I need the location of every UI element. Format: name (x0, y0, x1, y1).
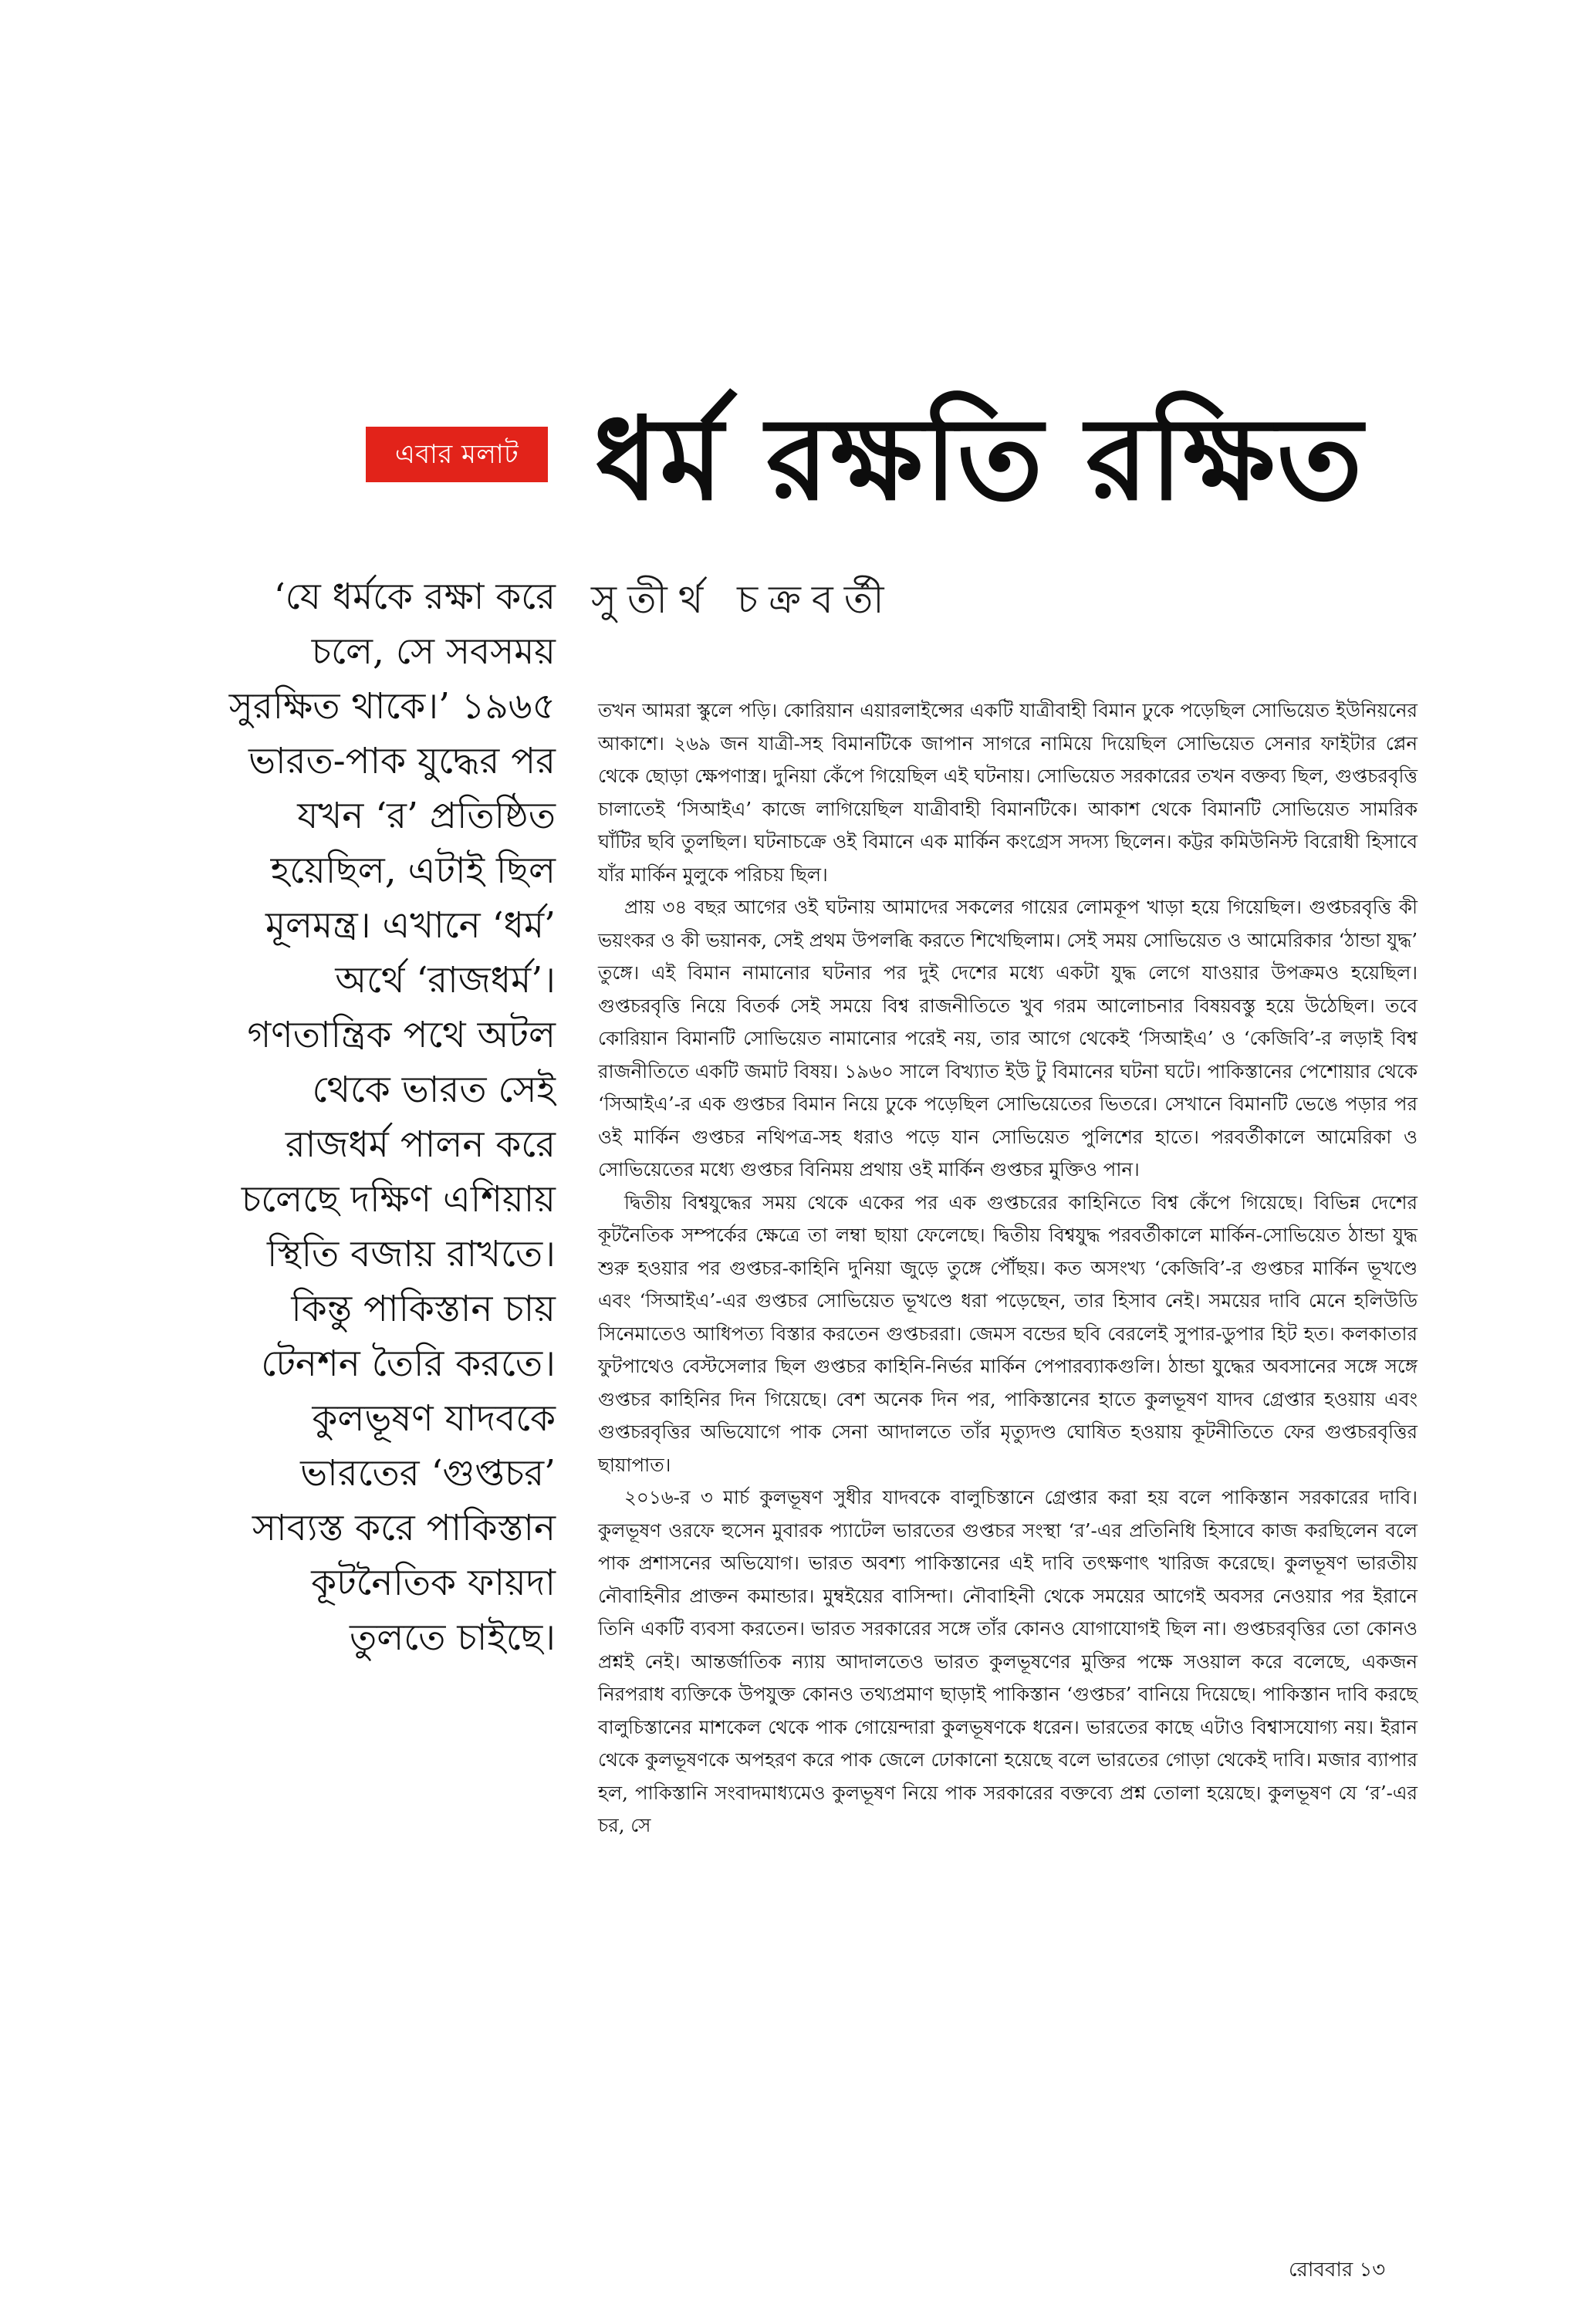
pull-quote-line: মূলমন্ত্র। এখানে ‘ধর্ম’ (265, 904, 556, 947)
pull-quote-line: যখন ‘র’ প্রতিষ্ঠিত (297, 795, 556, 837)
pull-quote-line: থেকে ভারত সেই (312, 1069, 556, 1111)
pull-quote-line: কিন্তু পাকিস্তান চায় (291, 1288, 556, 1330)
article-headline: ধর্ম রক্ষতি রক্ষিত (594, 393, 1364, 525)
pull-quote-line: চলেছে দক্ষিণ এশিয়ায় (241, 1178, 556, 1221)
pull-quote-line: স্থিতি বজায় রাখতে। (267, 1233, 556, 1275)
pull-quote-line: কুলভূষণ যাদবকে (312, 1397, 556, 1440)
pull-quote-line: হয়েছিল, এটাই ছিল (270, 850, 556, 892)
section-tag: এবার মলাট (366, 427, 548, 482)
pull-quote-line: ‘যে ধর্মকে রক্ষা করে (273, 576, 556, 618)
pull-quote-line: রাজধর্ম পালন করে (285, 1123, 556, 1166)
pull-quote (116, 569, 556, 1665)
body-paragraph: দ্বিতীয় বিশ্বযুদ্ধের সময় থেকে একের পর এক গুপ্তচরের কাহিনিতে বিশ্ব কেঁপে গিয়েছে। বিভিন্ন দেশের কূটনৈতিক সম্পর্কের ক্ষেত্রে তা লম্বা ছায়া ফেলেছে। দ্বিতীয় বিশ্বযুদ্ধ পরবর্তীকালে মার্কিন-সোভিয়েত ঠান্ডা যুদ্ধ শুরু হওয়ার পর গুপ্তচর-কাহিনি দুনিয়া জুড়ে তুঙ্গে পৌঁছয়। কত অসংখ্য ‘কেজিবি’-র গুপ্তচর মার্কিন ভূখণ্ডে এবং ‘সিআইএ’-এর গুপ্তচর সোভিয়েত ভূখণ্ডে ধরা পড়েছেন, তার হিসাব নেই। সময়ের দাবি মেনে হলিউডি সিনেমাতেও আধিপত্য বিস্তার করতেন গুপ্তচররা। জেমস বন্ডের ছবি বেরলেই সুপার-ডুপার হিট হত। কলকাতার ফুটপাথেও বেস্টসেলার ছিল গুপ্তচর কাহিনি-নির্ভর মার্কিন পেপারব্যাকগুলি। ঠান্ডা যুদ্ধের অবসানের সঙ্গে সঙ্গে গুপ্তচর কাহিনির দিন গিয়েছে। বেশ অনেক দিন পর, পাকিস্তানের হাতে কুলভূষণ যাদব গ্রেপ্তার হওয়ায় এবং গুপ্তচরবৃত্তির অভিযোগে পাক সেনা আদালতে তাঁর মৃত্যুদণ্ড ঘোষিত হওয়ায় কূটনীতিতে ফের গুপ্তচরবৃত্তির ছায়াপাত। (598, 1191, 1418, 1476)
pull-quote-line: গণতান্ত্রিক পথে অটল (247, 1014, 556, 1056)
pull-quote-line: চলে, সে সবসময় (311, 630, 556, 673)
body-paragraph: ২০১৬-র ৩ মার্চ কুলভূষণ সুধীর যাদবকে বালুচিস্তানে গ্রেপ্তার করা হয় বলে পাকিস্তান সরকারের দাবি। কুলভূষণ ওরফে হুসেন মুবারক প্যাটেল ভারতের গুপ্তচর সংস্থা ‘র’-এর প্রতিনিধি হিসাবে কাজ করছিলেন বলে পাক প্রশাসনের অভিযোগ। ভারত অবশ্য পাকিস্তানের এই দাবি তৎক্ষণাৎ খারিজ করেছে। কুলভূষণ ভারতীয় নৌবাহিনীর প্রাক্তন কমান্ডার। মুম্বইয়ের বাসিন্দা। নৌবাহিনী থেকে সময়ের আগেই অবসর নেওয়ার পর ইরানে তিনি একটি ব্যবসা করতেন। ভারত সরকারের সঙ্গে তাঁর কোনও যোগাযোগই ছিল না। গুপ্তচরবৃত্তির তো কোনও প্রশ্নই নেই। আন্তর্জাতিক ন্যায় আদালতেও ভারত কুলভূষণের মুক্তির পক্ষে সওয়াল করে বলেছে, একজন নিরপরাধ ব্যক্তিকে উপযুক্ত কোনও তথ্যপ্রমাণ ছাড়াই পাকিস্তান ‘গুপ্তচর’ বানিয়ে দিয়েছে। পাকিস্তান দাবি করছে বালুচিস্তানের মাশকেল থেকে পাক গোয়েন্দারা কুলভূষণকে ধরেন। ভারতের কাছে এটাও বিশ্বাসযোগ্য নয়। ইরান থেকে কুলভূষণকে অপহরণ করে পাক জেলে ঢোকানো হয়েছে বলে ভারতের গোড়া থেকেই দাবি। মজার ব্যাপার হল, পাকিস্তানি সংবাদমাধ্যমেও কুলভূষণ নিয়ে পাক সরকারের বক্তব্যে প্রশ্ন তোলা হয়েছে। কুলভূষণ যে ‘র’-এর চর, সে (598, 1486, 1418, 1836)
page-footer: রোববার ১৩ (1289, 2258, 1386, 2282)
pull-quote-line: তুলতে চাইছে। (350, 1616, 556, 1659)
pull-quote-line: অর্থে ‘রাজধর্ম’। (335, 959, 556, 1002)
author-byline: সুতীর্থ চক্রবর্তী (591, 577, 895, 622)
pull-quote-line: সুরক্ষিত থাকে।’ ১৯৬৫ (228, 685, 556, 728)
body-paragraph: তখন আমরা স্কুলে পড়ি। কোরিয়ান এয়ারলাইন্সের একটি যাত্রীবাহী বিমান ঢুকে পড়েছিল সোভিয়েত ইউনিয়নের আকাশে। ২৬৯ জন যাত্রী-সহ বিমানটিকে জাপান সাগরে নামিয়ে দিয়েছিল সোভিয়েত সেনার ফাইটার প্লেন থেকে ছোড়া ক্ষেপণাস্ত্র। দুনিয়া কেঁপে গিয়েছিল এই ঘটনায়। সোভিয়েত সরকারের তখন বক্তব্য ছিল, গুপ্তচরবৃত্তি চালাতেই ‘সিআইএ’ কাজে লাগিয়েছিল যাত্রীবাহী বিমানটিকে। আকাশ থেকে বিমানটি সোভিয়েত সামরিক ঘাঁটির ছবি তুলছিল। ঘটনাচক্রে ওই বিমানে এক মার্কিন কংগ্রেস সদস্য ছিলেন। কট্টর কমিউনিস্ট বিরোধী হিসাবে যাঁর মার্কিন মুলুকে পরিচয় ছিল। (598, 699, 1418, 886)
pull-quote-line: কূটনৈতিক ফায়দা (311, 1562, 556, 1604)
body-paragraph: প্রায় ৩৪ বছর আগের ওই ঘটনায় আমাদের সকলের গায়ের লোমকূপ খাড়া হয়ে গিয়েছিল। গুপ্তচরবৃত্তি কী ভয়ংকর ও কী ভয়ানক, সেই প্রথম উপলব্ধি করতে শিখেছিলাম। সেই সময় সোভিয়েত ও আমেরিকার ‘ঠান্ডা যুদ্ধ’ তুঙ্গে। এই বিমান নামানোর ঘটনার পর দুই দেশের মধ্যে একটা যুদ্ধ লেগে যাওয়ার উপক্রমও হয়েছিল। গুপ্তচরবৃত্তি নিয়ে বিতর্ক সেই সময়ে বিশ্ব রাজনীতিতে খুব গরম আলোচনার বিষয়বস্তু হয়ে উঠেছিল। তবে কোরিয়ান বিমানটি সোভিয়েত নামানোর পরেই নয়, তার আগে থেকেই ‘সিআইএ’ ও ‘কেজিবি’-র লড়াই বিশ্ব রাজনীতিতে একটি জমাট বিষয়। ১৯৬০ সালে বিখ্যাত ইউ টু বিমানের ঘটনা ঘটে। পাকিস্তানের পেশোয়ার থেকে ‘সিআইএ’-র এক গুপ্তচর বিমান নিয়ে ঢুকে পড়েছিল সোভিয়েতের ভিতরে। সেখানে বিমানটি ভেঙে পড়ার পর ওই মার্কিন গুপ্তচর নথিপত্র-সহ ধরাও পড়ে যান সোভিয়েত পুলিশের হাতে। পরবর্তীকালে আমেরিকা ও সোভিয়েতের মধ্যে গুপ্তচর বিনিময় প্রথায় ওই মার্কিন গুপ্তচর মুক্তিও পান। (598, 896, 1418, 1181)
pull-quote-line: সাব্যস্ত করে পাকিস্তান (252, 1507, 556, 1549)
pull-quote-line: টেনশন তৈরি করতে। (261, 1343, 556, 1385)
article-body (598, 694, 1418, 1843)
pull-quote-line: ভারতের ‘গুপ্তচর’ (300, 1452, 556, 1495)
pull-quote-line: ভারত-পাক যুদ্ধের পর (248, 740, 556, 782)
